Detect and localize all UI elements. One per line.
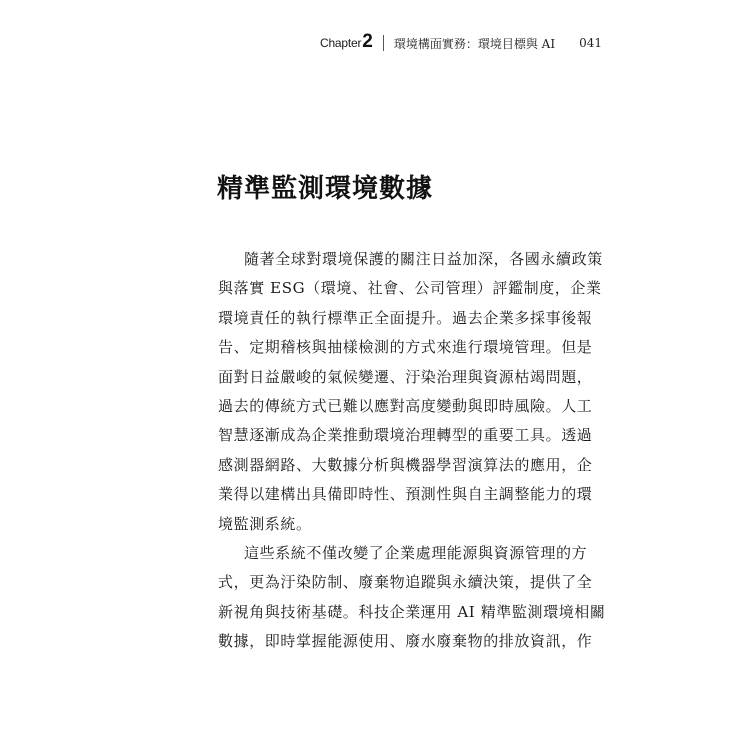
text-line: 業得以建構出具備即時性、預測性與自主調整能力的環	[218, 485, 593, 504]
text-line: 這些系統不僅改變了企業處理能源與資源管理的方	[244, 543, 588, 562]
running-title: 環境構面實務：環境目標與 AI	[393, 36, 556, 51]
text-line: 感測器網路、大數據分析與機器學習演算法的應用，企	[218, 455, 593, 474]
chapter-label: Chapter	[319, 36, 362, 50]
text-line: 過去的傳統方式已難以應對高度變動與即時風險。人工	[218, 396, 593, 415]
page-number: 041	[579, 36, 602, 50]
text-line: 與落實 ESG（環境、社會、公司管理）評鑑制度，企業	[218, 279, 602, 298]
paragraph-1	[218, 245, 603, 539]
text-line: 環境責任的執行標準正全面提升。過去企業多採事後報	[218, 308, 593, 327]
text-line: 境監測系統。	[218, 514, 312, 533]
section-title: 精準監測環境數據	[217, 174, 434, 204]
text-line: 新視角與技術基礎。科技企業運用 AI 精準監測環境相關	[218, 602, 606, 621]
text-line: 告、定期稽核與抽樣檢測的方式來進行環境管理。但是	[218, 338, 593, 357]
running-header	[320, 32, 602, 54]
text-line: 面對日益嚴峻的氣候變遷、汙染治理與資源枯竭問題，	[218, 367, 593, 386]
text-line: 式，更為汙染防制、廢棄物追蹤與永續決策，提供了全	[218, 573, 593, 592]
body-text	[218, 245, 606, 656]
text-line: 智慧逐漸成為企業推動環境治理轉型的重要工具。透過	[218, 426, 593, 445]
text-line: 隨著全球對環境保護的關注日益加深，各國永續政策	[244, 250, 603, 268]
header-divider	[383, 35, 384, 51]
chapter-number: 2	[362, 30, 373, 52]
text-line: 數據，即時掌握能源使用、廢水廢棄物的排放資訊，作	[218, 632, 593, 651]
paragraph-2	[218, 539, 606, 657]
